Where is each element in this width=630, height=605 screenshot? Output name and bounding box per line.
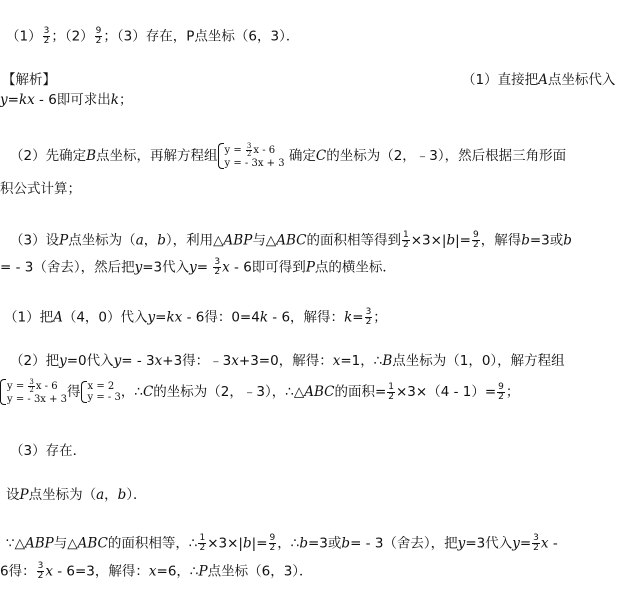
equation-solution: x = 2 y = - 3: [81, 381, 121, 403]
analysis-heading: 【解析】: [2, 72, 56, 88]
solution-part-3-line-3: 6得： $\frac{3}{2}$ x - 6=3，解得：x=6，∴P点坐标（6，3）．: [0, 561, 313, 581]
answer-fraction-1: $\frac{3}{2}$: [43, 26, 50, 46]
solution-part-3-line-2: ∵△ABP与△ABC的面积相等，∴ $\frac{1}{2}$ ×3×|b|= $\frac{9}{2}$ ，∴b=3或b= - 3（舍去），把y=3代入y= $\frac{3}{2}$ x -: [6, 533, 558, 553]
solution-part-1: （1）把A（4，0）代入y=kx - 6得：0=4k - 6，解得：k= $\frac{3}{2}$ ；: [4, 307, 387, 327]
analysis-line-4: 积公式计算；: [0, 181, 81, 197]
analysis-line-1-right: （1）直接把A点坐标代入: [462, 72, 616, 88]
equation-system-1: y = $\frac{3}{2}$ x - 6 y = - 3x + 3: [218, 143, 285, 169]
solution-part-2-line-2: y = $\frac{3}{2}$ x - 6 y = - 3x + 3 得 x = 2 y = - 3 ，∴C的坐标为（2，﹣3），∴△ABC的面积= $\frac{1}{2}$ ×3×（4 - 1）= $\frac{9}{2}$ ；: [0, 379, 519, 405]
answer-line: [6, 27, 299, 46]
solution-part-2-line-1: （2）把y=0代入y= - 3x+3得：﹣3x+3=0，解得：x=1，∴B点坐标为（1，0），解方程组: [10, 353, 565, 369]
analysis-line-3: （2）先确定B点坐标，再解方程组 y = $\frac{3}{2}$ x - 6 y = - 3x + 3 确定C的坐标为（2，﹣3），然后根据三角形面: [10, 142, 567, 169]
solution-part-3-heading: （3）存在．: [10, 443, 87, 459]
analysis-line-2: y=kx - 6即可求出k；: [0, 92, 133, 108]
solution-part-3-line-1: 设P点坐标为（a，b）．: [6, 487, 147, 503]
answer-part2-label: ；（2）: [51, 28, 94, 45]
answer-fraction-2: $\frac{9}{2}$: [95, 26, 102, 46]
answer-part3-text: ；（3）存在，P点坐标（6，3）．: [103, 28, 300, 45]
equation-system-2: y = $\frac{3}{2}$ x - 6 y = - 3x + 3: [0, 379, 67, 405]
analysis-line-6: = - 3（舍去），然后把y=3代入y= $\frac{3}{2}$ x - 6即可得到P点的横坐标．: [0, 257, 396, 277]
analysis-line-5: （3）设P点坐标为（a，b），利用△ABP与△ABC的面积相等得到 $\frac{1}{2}$ ×3×|b|= $\frac{9}{2}$ ，解得b=3或b: [10, 230, 572, 250]
answer-part1-label: （1）: [6, 28, 42, 45]
